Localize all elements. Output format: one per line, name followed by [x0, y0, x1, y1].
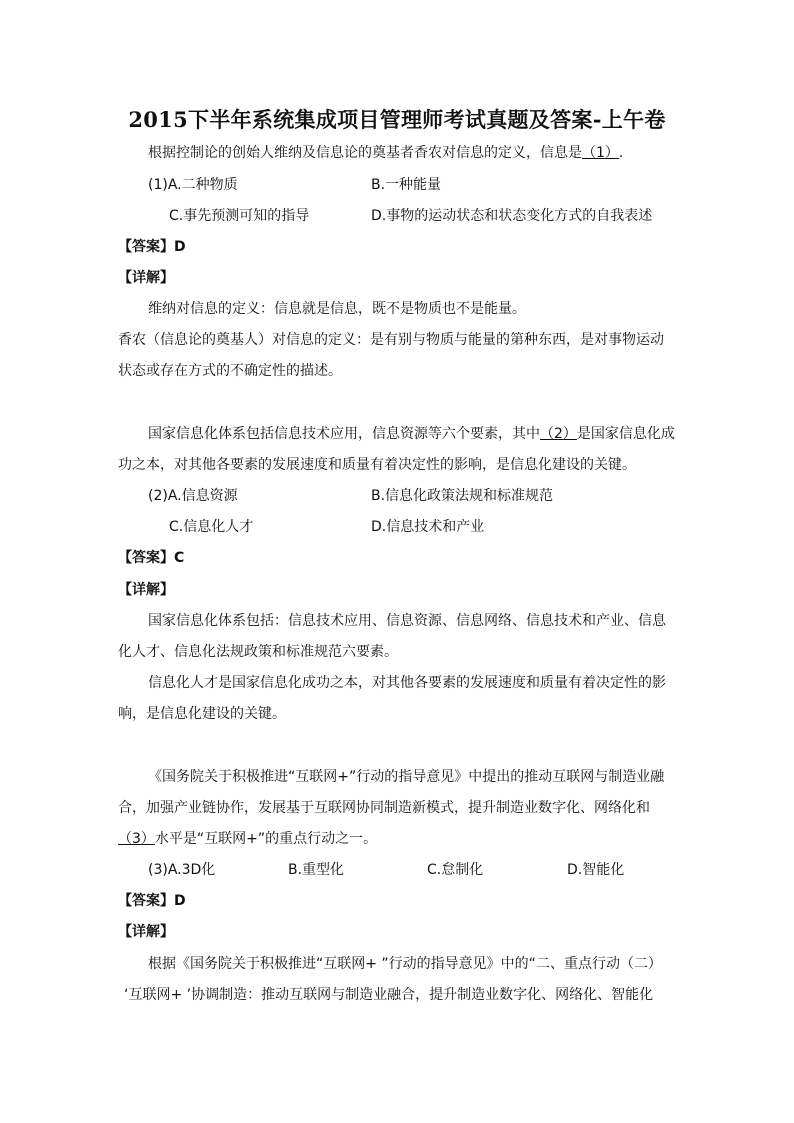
q1-detail-line-3: 状态或存在方式的不确定性的描述。	[118, 363, 342, 379]
q3-answer: 【答案】D	[118, 893, 186, 909]
q1-detail-label: 【详解】	[118, 270, 174, 286]
q3-option-a: (3)A.3D化	[148, 862, 216, 878]
q1-blank: （1）	[582, 145, 619, 161]
q3-detail-line-2: ‘互联网+ ’协调制造：推动互联网与制造业融合，提升制造业数字化、网络化、智能化	[124, 987, 654, 1003]
q1-stem-end: .	[618, 145, 624, 161]
q1-stem-text: 根据控制论的创始人维纳及信息论的奠基者香农对信息的定义，信息是	[148, 145, 582, 161]
q2-detail-line-2: 化人才、信息化法规政策和标准规范六要素。	[118, 644, 398, 660]
q2-detail-line-4: 响，是信息化建设的关键。	[118, 706, 286, 722]
q1-option-a: (1)A.二种物质	[148, 177, 238, 193]
q3-stem-line-2: 合，加强产业链协作，发展基于互联网协同制造新模式，提升制造业数字化、网络化和	[118, 800, 650, 816]
q2-stem-text: 国家信息化体系包括信息技术应用，信息资源等六个要素，其中	[148, 426, 540, 442]
q3-stem-cont: 水平是“互联网+”的重点行动之一。	[154, 831, 378, 847]
q3-detail-line-1: 根据《国务院关于积极推进“互联网+ ”行动的指导意见》中的“二、重点行动（二）	[148, 956, 662, 972]
q3-option-b: B.重型化	[288, 862, 345, 878]
q1-answer: 【答案】D	[118, 239, 186, 255]
q1-detail-line-2: 香农（信息论的奠基人）对信息的定义：是有别与物质与能量的第种东西，是对事物运动	[118, 332, 664, 348]
q2-stem-line-1	[148, 424, 675, 444]
q2-detail-label: 【详解】	[118, 582, 174, 598]
q3-blank: （3）	[118, 831, 155, 847]
q2-stem-cont: 是国家信息化成	[576, 426, 675, 442]
q1-option-d: D.事物的运动状态和状态变化方式的自我表述	[371, 208, 653, 224]
q2-detail-line-3: 信息化人才是国家信息化成功之本，对其他各要素的发展速度和质量有着决定性的影	[148, 675, 666, 691]
q2-detail-line-1: 国家信息化体系包括：信息技术应用、信息资源、信息网络、信息技术和产业、信息	[148, 613, 666, 629]
q3-stem-line-1: 《国务院关于积极推进“互联网+”行动的指导意见》中提出的推动互联网与制造业融	[148, 769, 665, 785]
q1-detail-line-1: 维纳对信息的定义：信息就是信息，既不是物质也不是能量。	[148, 301, 526, 317]
q2-option-c: C.信息化人才	[169, 519, 254, 535]
q2-option-d: D.信息技术和产业	[371, 519, 485, 535]
q3-option-c: C.怠制化	[427, 862, 484, 878]
q2-option-b: B.信息化政策法规和标准规范	[371, 488, 554, 504]
q1-option-c: C.事先预测可知的指导	[169, 208, 310, 224]
document-title: 2015下半年系统集成项目管理师考试真题及答案-上午卷	[128, 107, 666, 132]
q3-stem-line-3	[118, 829, 377, 849]
q3-option-d: D.智能化	[567, 862, 625, 878]
q1-option-b: B.一种能量	[371, 177, 442, 193]
q2-answer: 【答案】C	[118, 550, 185, 566]
q1-stem	[148, 143, 623, 163]
q2-blank: （2）	[540, 426, 577, 442]
q3-detail-label: 【详解】	[118, 924, 174, 940]
q2-option-a: (2)A.信息资源	[148, 488, 238, 504]
q2-stem-line-2: 功之本，对其他各要素的发展速度和质量有着决定性的影响，是信息化建设的关键。	[118, 457, 636, 473]
